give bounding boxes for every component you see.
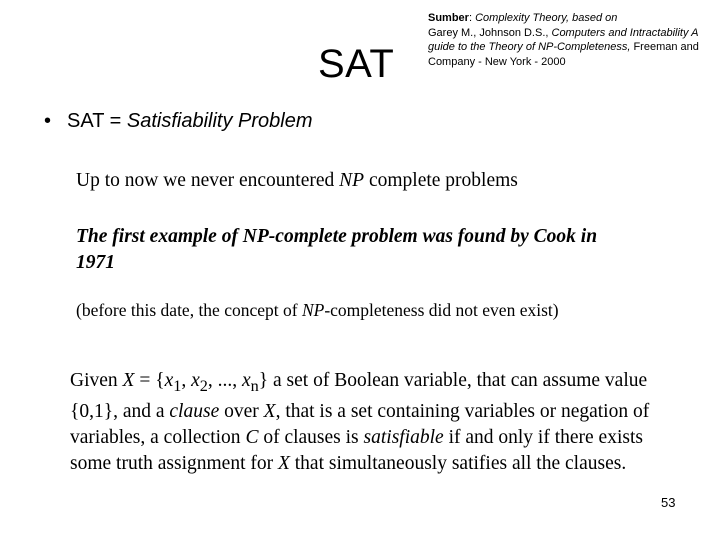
body-line-2: The first example of NP-complete problem was found by Cook in 1971 [76,226,598,273]
para-rest1: , that is a set containing variables or negation of variables, a collection [70,400,650,448]
para-rest2: of clauses is [258,426,364,448]
bullet-term: Satisfiability Problem [126,110,313,132]
source-sep: : [468,12,476,24]
source-part2: Garey M., Johnson D.S., [428,26,552,39]
para-sub1: 1 [173,376,182,395]
para-satisfiable: satisfiable [363,426,444,448]
para-comma2: , ..., [207,370,242,391]
line3-text-b: -completeness did not even exist) [324,300,559,320]
para-clause: clause [169,400,220,422]
para-rest4: that simultaneously satifies all the clauses. [289,452,627,474]
para-c-var: C [245,426,259,448]
para-x-2: X [263,400,276,422]
para-given: Given [70,370,123,391]
para-over: over [219,400,264,422]
para-x-3: X [277,452,290,474]
para-x: X [122,370,135,391]
line3-np: NP [301,300,325,320]
line1-text-a: Up to now we never encountered [76,170,340,191]
slide-title: SAT [318,42,395,86]
source-citation [428,11,718,69]
source-part3: Computers and Intractability A guide to the Theory of NP-Completeness, [428,26,699,53]
sat-definition-paragraph [70,368,660,477]
para-set-a: = { [134,370,165,391]
source-part1: Complexity Theory, based on [475,12,618,24]
line1-np: NP [339,170,365,191]
bullet-item [44,108,312,134]
body-line-3 [76,300,559,321]
para-sub2: 2 [199,376,208,395]
bullet-dot: • [44,110,52,132]
body-line-1 [76,170,518,192]
para-subn: n [250,376,259,395]
source-part4: Freeman and Company - New York - 2000 [428,41,699,68]
bullet-prefix: SAT = [67,110,127,132]
source-label: Sumber [428,12,469,24]
line1-text-b: complete problems [364,170,518,191]
para-x1: x [164,370,174,391]
para-x2: x [191,370,200,391]
line3-text-a: (before this date, the concept of [76,300,302,320]
para-comma1: , [181,370,192,391]
para-rest3: if and only if there exists some truth assignment for [70,426,643,474]
para-set-b: } a set of Boolean variable, that can assume value {0,1}, and a [70,370,648,422]
para-xn: x [242,370,251,391]
page-number: 53 [661,495,676,510]
